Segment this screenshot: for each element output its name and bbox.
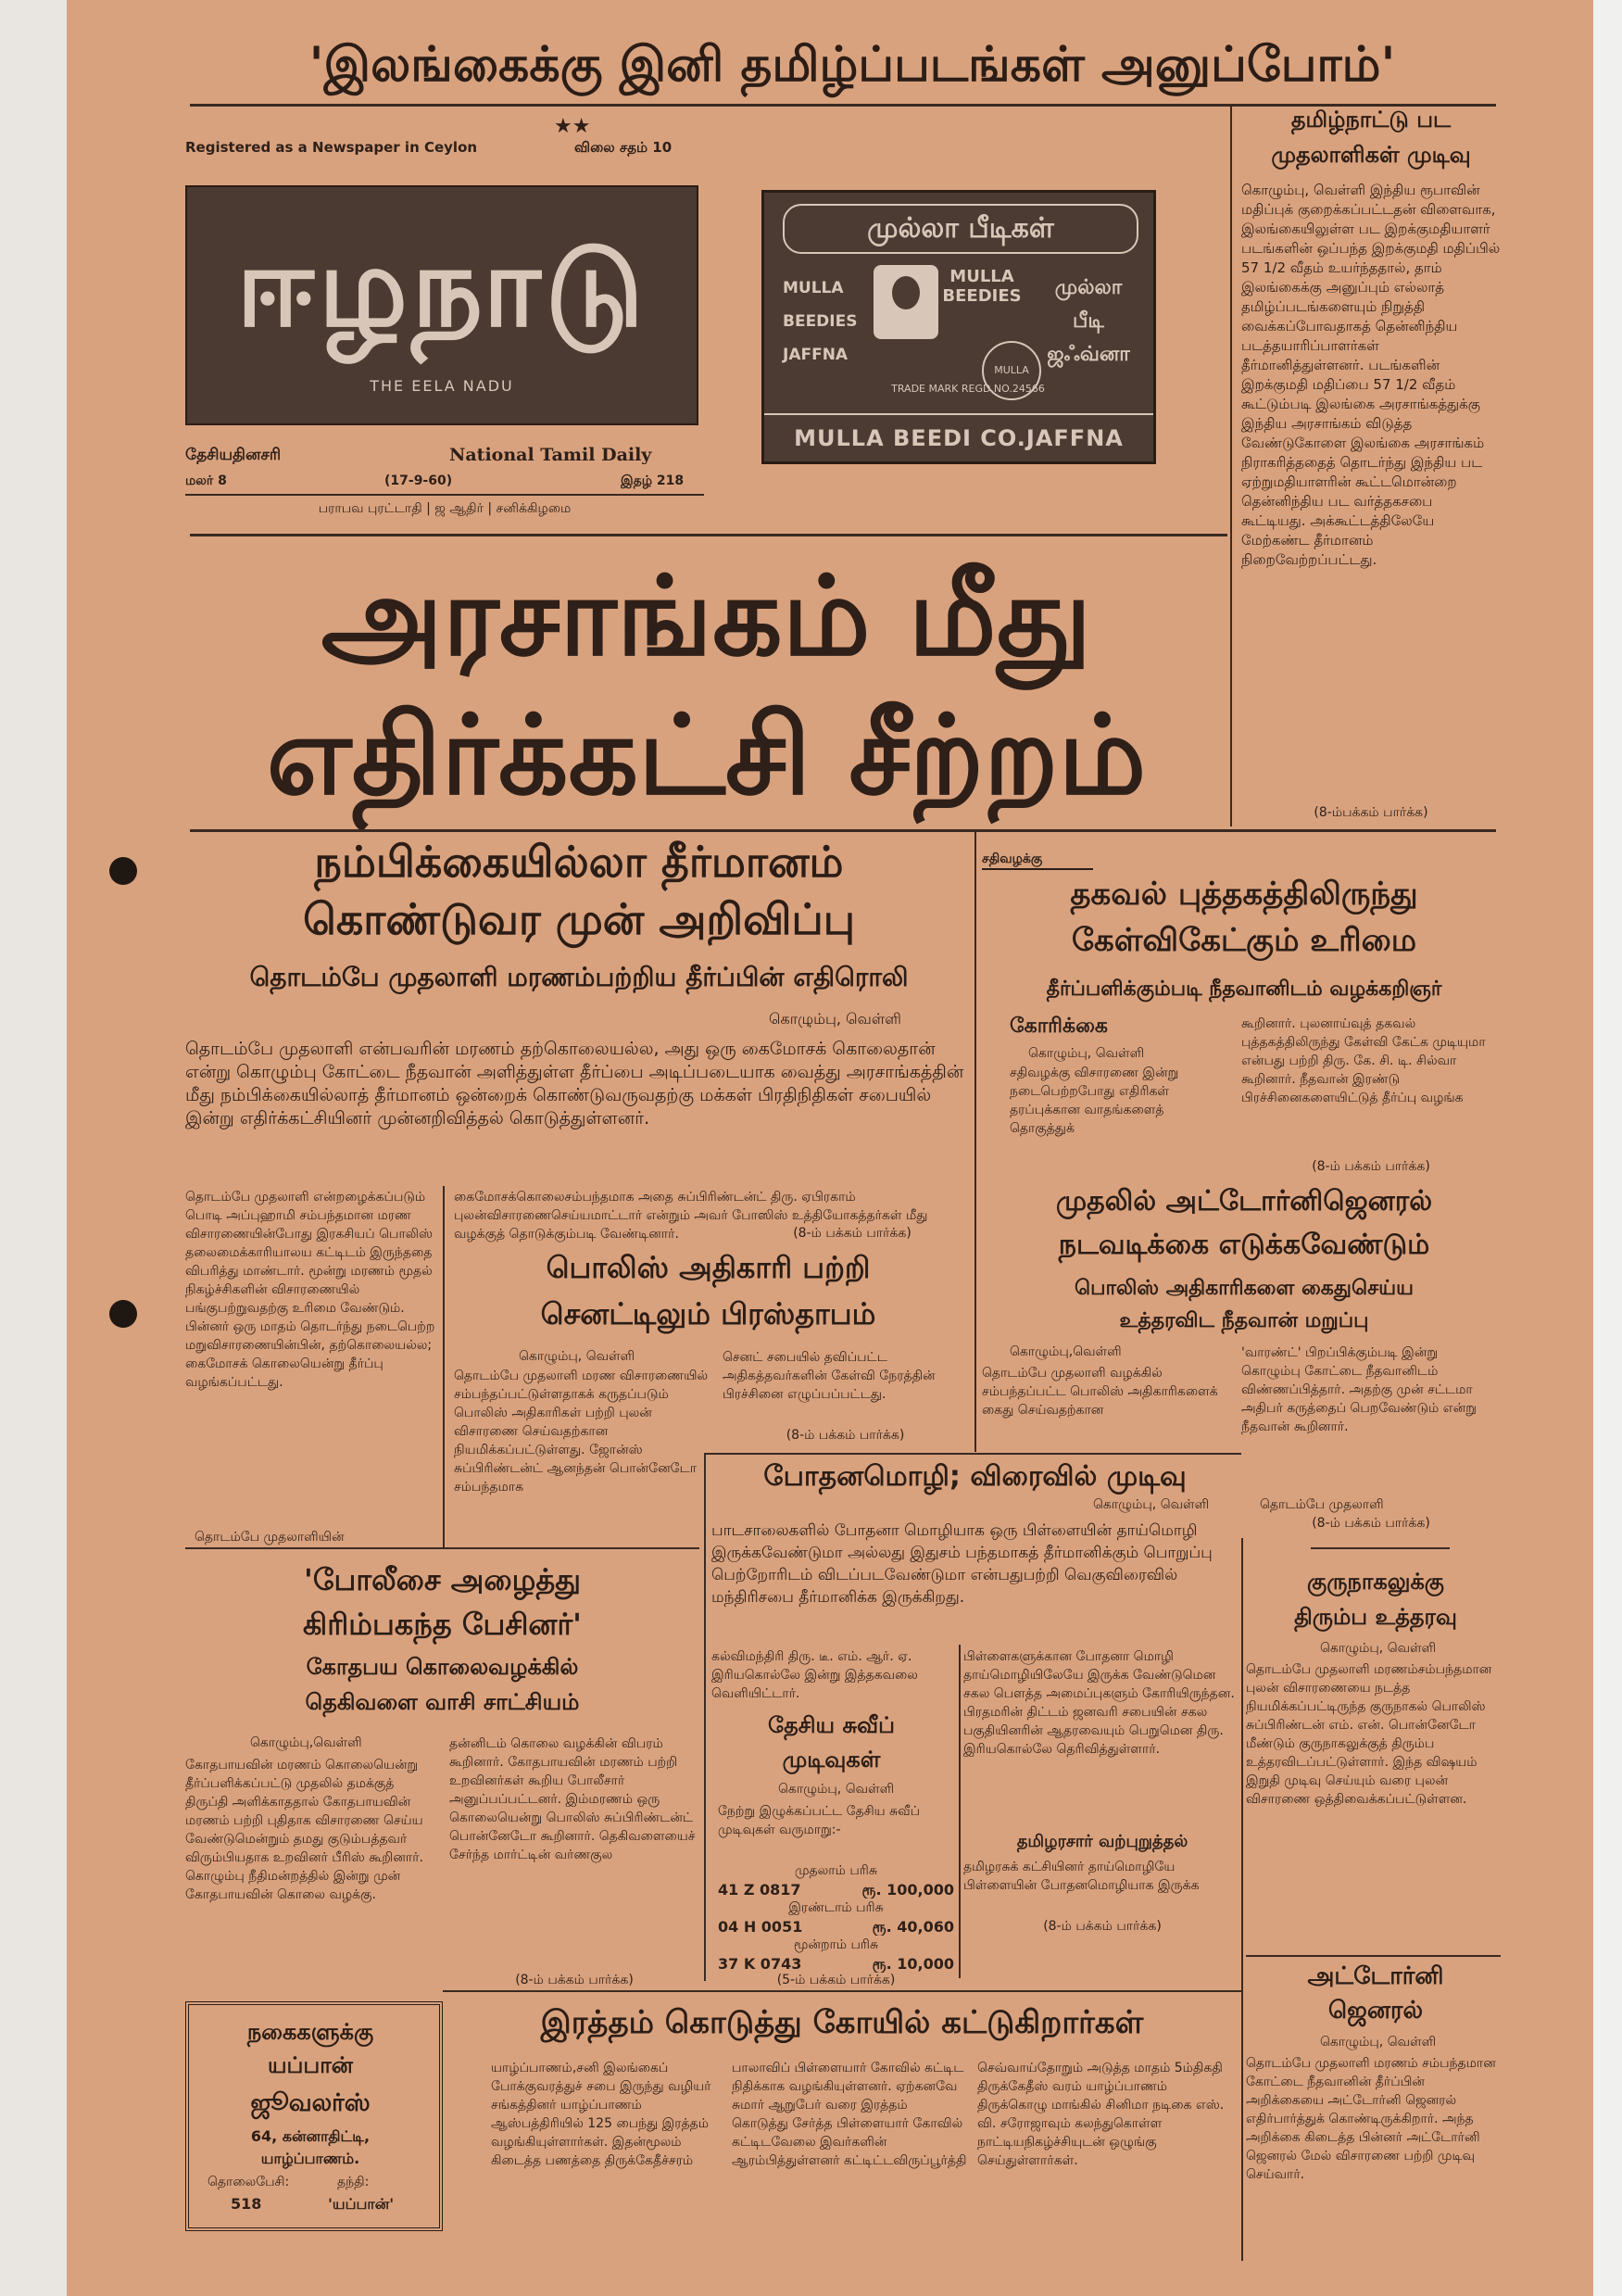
edition-tamil-date: பராபவ புரட்டாதி | ஜ ஆதிர் | சனிக்கிழமை [318,501,572,516]
kidnap-subhead-1: கோதபய கொலைவழக்கில் [306,1654,579,1680]
sidebar-more: (8-ம்பக்கம் பார்க்க) [1314,805,1428,820]
lottery-prize-label: மூன்றாம் பரிசு [793,1937,879,1952]
column-divider [959,1645,961,1978]
language-minister: கல்விமந்திரி திரு. டீ. எம். ஆர். ஏ. இரியகொல்லே இன்று இத்தகவலை வெளியிட்டார். [711,1649,918,1701]
language-body-right: பிள்ளைகளுக்கான போதனா மொழி தாய்மொழியிலேயே இருக்க வேண்டுமென சகல பௌத்த அமைப்புகளும் கோரியிருந்தன. பிரதமரின் திட்டம் ஜனவரி சபையின் சகல பகுதியினரின் ஆதரவையும் பெறுமென திரு. இரியகொல்லே தெரிவித்துள்ளார். [963,1649,1235,1757]
ag-headline-2: ஜெனரல் [1327,1997,1424,2025]
masthead [185,185,698,425]
rti-headline-1: தகவல் புத்தகத்திலிருந்து [1070,876,1418,913]
attorney-body-left: தொடம்பே முதலாளி வழக்கில் சம்பந்தப்பட்ட பொலிஸ் அதிகாரிகளைக் கைது செய்வதற்கான [982,1366,1218,1418]
jeweller-phone: 518 [231,2195,262,2213]
kidnap-headline-2: கிரிம்பகந்த பேசினர்' [303,1607,582,1642]
jeweller-address-1: 64, கன்னாதிட்டி, [250,2127,371,2145]
attorney-body-right: 'வாரண்ட்' பிறப்பிக்கும்படி இன்று கொழும்பு கோட்டை நீதவானிடம் விண்ணப்பித்தார். அதற்கு முன் சட்டமா அதிபர் கருத்தைப் பெறவேண்டும் என்று நீதவான் கூறினார். [1241,1345,1477,1434]
kurunegala-headline-1: குருநாகலுக்கு [1307,1569,1444,1595]
kidnap-more: (8-ம் பக்கம் பார்க்க) [515,1973,634,1987]
stars: ★★ [554,115,591,138]
ad-english-text: MULLA BEEDIES JAFFNA [783,279,858,364]
jeweller-line-3: ஜூவலர்ஸ் [250,2089,371,2117]
divider [190,534,1227,536]
lottery-amount: ரூ. 100,000 [861,1881,954,1899]
jeweller-telegram-label: தந்தி: [337,2175,370,2189]
main-headline-line-2: எதிர்க்கட்சி சீற்றம் [266,690,1147,819]
column-divider [1241,1538,1243,2261]
divider [185,1547,699,1549]
language-tamil-reaction-head: தமிழரசார் வற்புறுத்தல் [1016,1832,1188,1851]
ad-tamil-text: முல்லா பீடி ஜஃவ்னா [1047,276,1130,366]
language-headline: போதனமொழி; விரைவில் முடிவு [763,1460,1187,1493]
divider [704,1453,1241,1455]
police-more: (8-ம் பக்கம் பார்க்க) [786,1428,905,1443]
police-dateline: கொழும்பு, வெள்ளி [519,1349,635,1364]
lead-headline-2: கொண்டுவர முன் அறிவிப்பு [303,894,855,944]
sidebar-body: கொழும்பு, வெள்ளி இந்திய ரூபாவின் மதிப்புக் குறைக்கப்பட்டதன் விளைவாக, இலங்கையிலுள்ள பட இறக்குமதியாளர் படங்களின் ஒப்பந்த இறக்குமதி மதிப்பில் 57 1/2 வீதம் உயர்ந்ததால், தாம் இலங்கைக்கு அனுப்பும் எல்லாத் தமிழ்ப்படங்களையும் நிறுத்தி வைக்கப்போவதாகத் தென்னிந்திய படத்தயாரிப்பாளர்கள் தீர்மானித்துள்ளனர். படங்களின் இறக்குமதி மதிப்பை 57 1/2 வீதம் கூட்டும்படி இலங்கை அரசாங்கத்துக்கு இந்திய அரசாங்கம் விடுத்த வேண்டுகோளை இலங்கை அரசாங்கம் நிராகரித்ததைத் தொடர்ந்து இந்திய பட ஏற்றுமதியாளரின் கூட்டமொன்றை தென்னிந்திய பட வர்த்தகசபை கூட்டியது. அக்கூட்டத்திலேயே மேற்கண்ட தீர்மானம் நிறைவேற்றப்பட்டது. [1241,182,1501,568]
lottery-amount: ரூ. 10,000 [872,1955,954,1973]
kidnap-body-left: கோதபாயவின் மரணம் கொலையென்று தீர்ப்பளிக்கப்பட்டு முதலில் தமக்குத் திருப்தி அளிக்காததால் கோதபாயவின் மரணம் பற்றி புதிதாக விசாரணை செய்ய வேண்டுமென்றும் தமது குடும்பத்தவர் விரும்பியதாக உறவினர் பீரிஸ் கூறினார். கொழும்பு நீதிமன்றத்தில் இன்று முன் கோதபாயவின் கொலை வழக்கு. [185,1758,424,1902]
language-tamil-reaction: தமிழரசுக் கட்சியினர் தாய்மொழியே பிள்ளையின் போதனமொழியாக இருக்க [963,1860,1200,1893]
punch-hole [109,1300,137,1328]
language-dateline: கொழும்பு, வெள்ளி [1093,1497,1210,1512]
main-headline-line-1: அரசாங்கம் மீது [321,551,1092,680]
lead-column-left: தொடம்பே முதலாளி என்றழைக்கப்படும் பொடி அப்புஹாமி சம்பந்தமான மரண விசாரணையின்போது இரகசியப் பொலிஸ் தலைமைக்காரியாலய கட்டிடம் இருந்ததை விபரித்து மாண்டார். மூன்று மரணம் மூதல் நிகழ்ச்சிகளின் விசாரணையில் பங்குபற்றுவதற்கு உரிமை வேண்டும். பின்னர் ஒரு மாதம் தொடர்ந்து நடைபெற்ற மறுவிசாரணையின்பின், தற்கொலையல்ல; கைமோசக் கொலையென்று தீர்ப்பு வழங்கப்பட்டது. [185,1190,435,1390]
masthead-subtitle: THE EELA NADU [370,377,514,395]
attorney-headline-1: முதலில் அட்டோர்னிஜெனரல் [1055,1185,1433,1217]
jeweller-telegram: 'யப்பான்' [328,2195,395,2213]
column-divider [704,1453,706,1981]
lead-dateline: கொழும்பு, வெள்ளி [769,1010,901,1028]
mulla-beedi-advertisement [761,190,1156,464]
rti-subhead-2: கோரிக்கை [1010,1015,1108,1038]
edition-issue: இதழ் 218 [621,473,685,488]
attorney-body-tail: தொடம்பே முதலாளி [1260,1497,1384,1512]
top-banner-headline: 'இலங்கைக்கு இனி தமிழ்ப்படங்கள் அனுப்போம்' [308,37,1396,93]
rti-body-left: சதிவழக்கு விசாரணை இன்று நடைபெற்றபோது எதிரிகள் தரப்புக்கான வாதங்களைத் தொகுத்துக் [1010,1066,1179,1136]
jeweller-line-2: யப்பான் [267,2052,354,2078]
lottery-headline-1: தேசிய சுவீப் [768,1712,895,1738]
lottery-dateline: கொழும்பு, வெள்ளி [778,1782,895,1797]
temple-column-1: யாழ்ப்பாணம்,சனி இலங்கைப் போக்குவரத்துச் சபை இருந்து வழியர் சங்கத்தினர் யாழ்ப்பாணம் ஆஸ்பத்திரியில் 125 பைந்து இரத்தம் வழங்கியுள்ளார்கள். இதன்மூலம் கிடைத்த பணத்தை திருக்கேதீச்சரம் [491,2061,711,2168]
police-headline-2: செனட்டிலும் பிரஸ்தாபம் [540,1296,876,1331]
ag-headline-1: அட்டோர்னி [1307,1962,1444,1990]
attorney-dateline: கொழும்பு,வெள்ளி [1010,1344,1122,1359]
temple-headline: இரத்தம் கொடுத்து கோயில் கட்டுகிறார்கள் [540,2004,1144,2041]
lottery-intro: நேற்று இழுக்கப்பட்ட தேசிய சுவீப் முடிவுகள் வருமாறு:- [718,1804,921,1837]
column-divider [1230,104,1232,826]
kidnap-subhead-2: தெகிவளை வாசி சாட்சியம் [305,1689,580,1715]
lottery-amount: ரூ. 40,060 [872,1918,954,1936]
divider [190,829,1496,832]
divider [1311,1547,1450,1549]
edition-date: (17-9-60) [384,473,453,488]
lead-intro: தொடம்பே முதலாளி என்பவரின் மரணம் தற்கொலையல்ல, அது ஒரு கைமோசக் கொலைதான் என்று கொழும்பு கோட்டை நீதவான் அளித்துள்ள தீர்ப்பை அடிப்படையாக வைத்து அரசாங்கத்தின் மீது நம்பிக்கையில்லாத் தீர்மானம் ஒன்றைக் கொண்டுவருவதற்கு மக்கள் பிரதிநிதிகள் சபையில் இன்று எதிர்க்கட்சியினர் முன்னறிவித்தல் கொடுத்துள்ளனர். [185,1039,964,1129]
lottery-prize-label: முதலாம் பரிசு [795,1863,877,1878]
kidnap-dateline: கொழும்பு,வெள்ளி [250,1735,362,1750]
ag-body: தொடம்பே முதலாளி மரணம் சம்பந்தமான கோட்டை நீதவானின் தீர்ப்பின் அறிக்கையை அட்டோர்னி ஜெனரல் எதிர்பார்த்துக் கொண்டிருக்கிறார். அந்த அறிக்கை கிடைத்த பின்னர் அட்டோர்னி ஜெனரல் மேல் விசாரணை பற்றி முடிவு செய்வார். [1246,2056,1496,2182]
lottery-ticket: 04 H 0051 [718,1918,803,1936]
police-body-right: செனட் சபையில் தவிப்பட்ட அதிகத்தவர்களின் கேள்வி நேரத்தின் பிரச்சினை எழுப்பப்பட்டது. [723,1350,936,1402]
police-body: தொடம்பே முதலாளி மரண விசாரணையில் சம்பந்தப்பட்டுள்ளதாகக் கருதப்படும் பொலிஸ் அதிகாரிகள் பற்றி புலன் விசாரணை செய்வதற்கான நியமிக்கப்பட்டுள்ளது. ஜோன்ஸ் சுப்பிரிண்டன்ட் ஆனந்தன் பொன்னேடோ சம்பந்தமாக [454,1369,709,1495]
jeweller-line-1: நகைகளுக்கு [246,2019,374,2045]
sidebar-headline-2: முதலாளிகள் முடிவு [1271,142,1471,168]
lottery-more: (5-ம் பக்கம் பார்க்க) [776,1973,896,1987]
temple-column-2: பாலாவிப் பிள்ளையார் கோவில் கட்டிட நிதிக்காக வழங்கியுள்ளனர். ஏற்கனவே சுமார் ஆறுபேர் வரை இரத்தம் கொடுத்து சேர்த்த பிள்ளையார் கோவில் கட்டிடவேலை இவர்களின் ஆரம்பித்துள்ளனர் கட்டிட்டவிருப்பூர்த்தி [732,2061,967,2168]
rti-tag: சதிவழக்கு [982,851,1093,870]
lead-headline-1: நம்பிக்கையில்லா தீர்மானம் [314,837,844,887]
divider [1246,1955,1501,1957]
divider [443,1990,1241,1992]
jeweller-phone-label: தொலைபேசி: [207,2175,290,2189]
ad-title: முல்லா பீடிகள் [783,204,1138,254]
portrait-icon [874,265,938,339]
rti-subhead: தீர்ப்பளிக்கும்படி நீதவானிடம் வழக்கறிஞர் [1046,978,1442,1001]
lead-column-left-tail: தொடம்பே முதலாளியின் [195,1530,345,1545]
left-margin-background [0,0,67,2296]
ag-dateline: கொழும்பு, வெள்ளி [1320,2035,1437,2050]
divider [185,494,704,496]
ad-brand: MULLA BEEDIES [942,267,1022,306]
price: விலை சதம் 10 [574,139,673,156]
language-more: (8-ம் பக்கம் பார்க்க) [1043,1919,1162,1934]
kurunegala-headline-2: திரும்ப உத்தரவு [1294,1604,1457,1630]
lottery-ticket: 41 Z 0817 [718,1881,801,1899]
attorney-more: (8-ம் பக்கம் பார்க்க) [1312,1516,1430,1531]
lead-column-middle: கைமோசக்கொலைசம்பந்தமாக அதை சுப்பிரிண்டன்ட் திரு. ஏபிரகாம் புலன்விசாரணைசெய்யமாட்டார் என்றும் அவர் போஸிஸ் உத்தியோகத்தர்கள் மீது வழக்குத் தொடுக்கும்படி வேண்டினார். [454,1190,928,1242]
lead-subhead: தொடம்பே முதலாளி மரணம்பற்றிய தீர்ப்பின் எதிரொலி [249,962,909,992]
ad-registration: TRADE MARK REGD.NO.24566 [891,383,1045,395]
kurunegala-body: தொடம்பே முதலாளி மரணம்சம்பந்தமான புலன் விசாரணையை நடத்த நியமிக்கப்பட்டிருந்த குருநாகல் பொலிஸ் சுப்பிரிண்டன் எம். என். பொன்னேடோ மீண்டும் குருநாகலுக்குத் திரும்ப உத்தரவிடப்பட்டுள்ளார். இந்த விஷயம் இறுதி முடிவு செய்யும் வரை புலன் விசாரணை ஒத்திவைக்கப்பட்டுள்ளன. [1246,1662,1492,1807]
kidnap-headline-1: 'போலீசை அழைத்து [304,1562,581,1597]
registration-note: Registered as a Newspaper in Ceylon [185,139,478,156]
attorney-headline-2: நடவடிக்கை எடுக்கவேண்டும் [1058,1229,1430,1261]
attorney-subhead-2: உத்தரவிட நீதவான் மறுப்பு [1119,1309,1369,1332]
punch-hole [109,857,137,885]
attorney-subhead-1: பொலிஸ் அதிகாரிகளை கைதுசெய்ய [1075,1277,1414,1300]
lead-more: (8-ம் பக்கம் பார்க்க) [793,1226,912,1241]
temple-column-3: செவ்வாய்தோறும் அடுத்த மாதம் 5ம்திகதி திருக்கேதீஸ் வரம் யாழ்ப்பாணம் திருக்கொழு மாங்கில் சினிமா நடிகை எஸ். வி. சரோஜாவும் கலந்துகொள்ள நாட்டியநிகழ்ச்சியுடன் ஒழுங்கு செய்துள்ளார்கள். [977,2061,1225,2168]
edition-tamil-label: தேசியதினசரி [185,447,282,464]
jeweller-address-2: யாழ்ப்பாணம். [260,2150,360,2167]
sidebar-headline-1: தமிழ்நாட்டு பட [1290,107,1452,132]
jeweller-advertisement [185,2001,443,2231]
language-intro: பாடசாலைகளில் போதனா மொழியாக ஒரு பிள்ளையின் தாய்மொழி இருக்கவேண்டுமா அல்லது இதுசம் பந்தமாகத் தீர்மானிக்கும் பொறுப்பு பெற்றோரிடம் விடப்படவேண்டுமா என்பதுபற்றி வெகுவிரைவில் மந்திரிசபை தீர்மானிக்க இருக்கிறது. [711,1521,1213,1607]
kurunegala-dateline: கொழும்பு, வெள்ளி [1320,1641,1437,1656]
lottery-headline-2: முடிவுகள் [782,1747,881,1772]
kidnap-body-right: தன்னிடம் கொலை வழக்கின் விபரம் கூறினார். கோதபாயவின் மரணம் பற்றி உறவினர்கள் கூறிய போலீசார் அனுப்பப்பட்டனர். இம்மரணம் ஒரு கொலையென்று பொலிஸ் சுப்பிரிண்டன்ட் பொன்னேடோ கூறினார். தெகிவளையைச் சேர்ந்த மார்ட்டின் வர்ணகுல [449,1736,696,1862]
edition-volume: மலர் 8 [185,473,227,488]
police-headline-1: பொலிஸ் அதிகாரி பற்றி [546,1250,871,1285]
rti-headline-2: கேள்விகேட்கும் உரிமை [1071,922,1417,959]
rti-dateline: கொழும்பு, வெள்ளி [1028,1046,1145,1061]
masthead-logo: ஈழநாடு [236,221,648,352]
column-divider [974,831,976,1452]
edition-english-label: National Tamil Daily [449,447,652,464]
column-divider [443,1186,445,1547]
ad-footer: MULLA BEEDI CO.JAFFNA [764,413,1153,461]
rti-body-right: கூறினார். புலனாய்வுத் தகவல் புத்தகத்திலிருந்து கேள்வி கேட்க முடியுமா என்பது பற்றி திரு. கே. சி. டி. சில்வா கூறினார். நீதவான் இரண்டு பிரச்சினைகளையிட்டுத் தீர்ப்பு வழங்க [1241,1016,1486,1105]
ad-seal: MULLA [982,341,1041,400]
lottery-ticket: 37 K 0743 [718,1955,802,1973]
right-margin-background [1593,0,1622,2296]
rti-more: (8-ம் பக்கம் பார்க்க) [1312,1159,1430,1174]
lottery-prize-label: இரண்டாம் பரிசு [788,1900,884,1915]
